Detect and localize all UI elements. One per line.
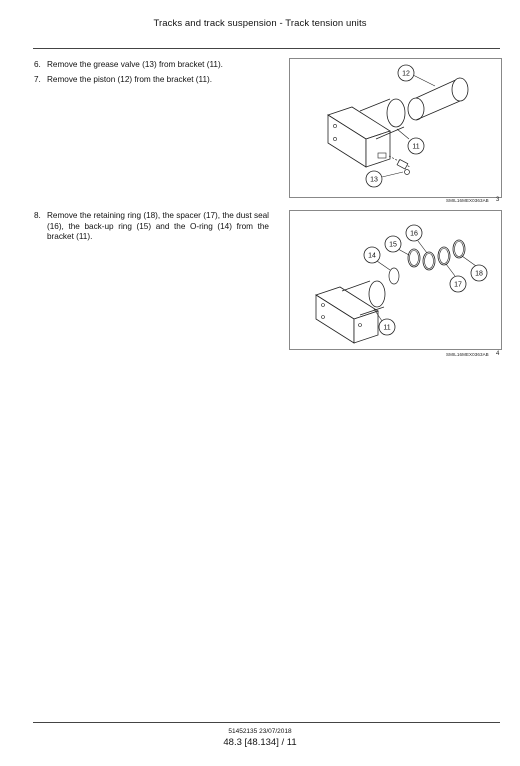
step-number: 8. [34,211,41,220]
svg-text:16: 16 [410,230,418,238]
figure-4-caption: SMIL16MEX0363AB [446,352,489,357]
callout-17 [446,264,466,292]
dust-seal-part [423,252,435,270]
grease-valve-part [389,156,410,175]
figure-4-number: 4 [496,351,500,357]
svg-text:18: 18 [475,270,483,278]
figure-3-number: 3 [496,197,500,203]
callout-16 [406,225,427,253]
header-divider [33,48,500,49]
step-text: Remove the retaining ring (18), the spacer (17), the dust seal (16), the back-up ring (15) and the O-ring (14) from the bracket (11). [47,211,269,242]
svg-text:17: 17 [454,281,462,289]
svg-text:12: 12 [402,70,410,78]
figure-3-caption: SMIL16MEX0363AB [446,198,489,203]
step-number: 6. [34,60,41,69]
footer-page-ref: 48.3 [48.134] / 11 [223,737,297,748]
page-header-title: Tracks and track suspension - Track tension units [153,18,367,29]
callout-11 [397,129,424,154]
spacer-part [438,247,450,265]
piston-part [408,78,468,120]
step-text: Remove the grease valve (13) from bracket (11). [47,60,223,69]
step-text: Remove the piston (12) from the bracket (11). [47,75,213,84]
o-ring-part [389,268,399,284]
footer-document-ref: 51452135 23/07/2018 [228,728,292,735]
back-up-ring-part [408,249,420,267]
svg-text:11: 11 [412,143,420,151]
figure-3 [289,58,502,198]
figure-4 [289,210,502,350]
bracket-part [328,99,405,167]
svg-text:11: 11 [383,324,391,332]
piston-bracket-illustration [290,59,501,197]
step-number: 7. [34,75,41,84]
bracket-part [316,281,385,343]
seal-rings-illustration [290,211,501,349]
svg-text:15: 15 [389,241,397,249]
callout-18 [462,256,487,281]
callout-12 [398,65,435,86]
svg-text:13: 13 [370,176,378,184]
svg-text:14: 14 [368,252,376,260]
footer-divider [33,722,500,723]
callout-15 [385,236,409,255]
retaining-ring-part [453,240,465,258]
callout-13 [366,171,403,187]
callout-14 [364,247,390,270]
